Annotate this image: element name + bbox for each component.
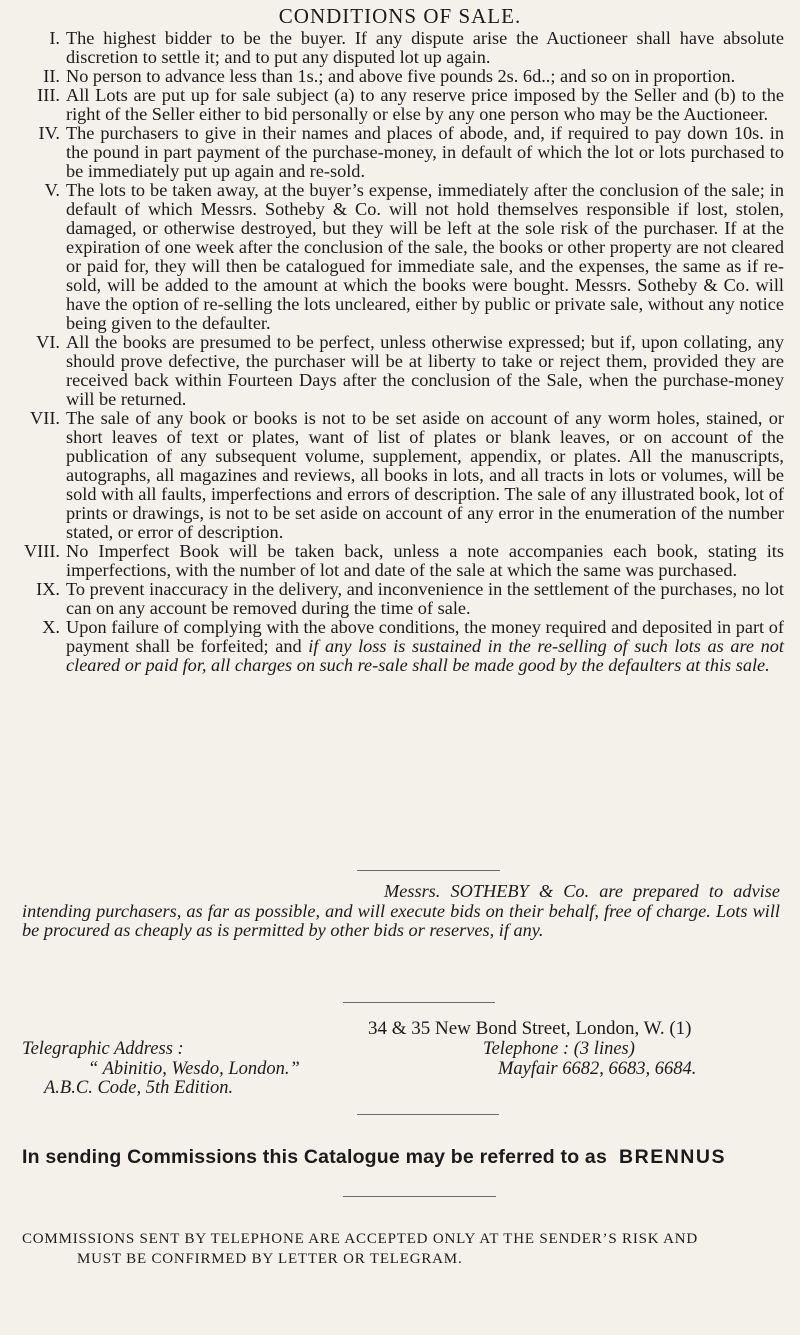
- advisory-note: Messrs. SOTHEBY & Co. are prepared to advise intending purchasers, as far as possible, and will execute bids on their behalf, free of charge. Lots will be procured as cheaply as is permitted by other bids or reserves, if any.: [22, 881, 780, 940]
- sending-text: In sending Commissions this Catalogue may be referred to as: [22, 1146, 608, 1168]
- condition-text: To prevent inaccuracy in the delivery, and inconvenience in the settlement of the purchases, no lot can on any account be removed during the time of sale.: [66, 579, 784, 618]
- condition-text: No person to advance less than 1s.; and above five pounds 2s. 6d..; and so on in proportion.: [66, 66, 736, 86]
- condition-number: X.: [42, 617, 60, 637]
- commissions-notice: [22, 1229, 782, 1269]
- condition-item: [14, 67, 784, 86]
- telegraphic-address: “ Abinitio, Wesdo, London.”: [88, 1059, 300, 1079]
- sending-commissions-line: [22, 1146, 782, 1169]
- condition-item: [14, 542, 784, 580]
- condition-number: V.: [44, 180, 60, 200]
- page-title: CONDITIONS OF SALE.: [278, 4, 522, 28]
- condition-number: II.: [43, 66, 60, 86]
- condition-item: [14, 86, 784, 124]
- commissions-notice-line-1: COMMISSIONS SENT BY TELEPHONE ARE ACCEPTED ONLY AT THE SENDER’S RISK AND: [22, 1231, 699, 1247]
- condition-item: [14, 333, 784, 409]
- condition-text-italic: if any loss is sustained in the re-selling of such lots as are not cleared or paid for, all charges on such re-sale shall be made good by the defaulters at this sale.: [66, 636, 785, 675]
- telephone-label: Telephone : (3 lines): [483, 1039, 635, 1059]
- condition-text: The lots to be taken away, at the buyer’s expense, immediately after the conclusion of the sale; in default of which Messrs. Sotheby & Co. will not hold themselves responsible if lost, stolen, damaged, or otherwise destroyed, but they will be left at the sole risk of the purchaser. If at the expiration of one week after the conclusion of the sale, the books or other property are not cleared or paid for, they will then be catalogued for immediate sale, and the expenses, the same as if re-sold, will be added to the amount at which the books were bought. Messrs. Sotheby & Co. will have the option of re-selling the lots uncleared, either by public or private sale, without any notice being given to the defaulter.: [66, 180, 784, 333]
- condition-number: VII.: [30, 408, 60, 428]
- street-address: 34 & 35 New Bond Street, London, W. (1): [368, 1018, 692, 1039]
- condition-text: The purchasers to give in their names and places of abode, and, if required to pay down 10s. in the pound in part payment of the purchase-money, in default of which the lot or lots purchased to be immediately put up again and re-sold.: [66, 123, 784, 181]
- catalogue-code-word: BRENNUS: [619, 1146, 726, 1168]
- condition-number: I.: [49, 28, 60, 48]
- divider: [343, 1002, 495, 1003]
- divider: [357, 1114, 499, 1115]
- condition-text-plain: Upon failure of complying with the above conditions, the money required and deposited in part of payment shall be forfeited; and: [66, 617, 784, 656]
- condition-item: [14, 124, 784, 181]
- condition-item: [14, 29, 784, 67]
- divider: [357, 870, 500, 871]
- condition-number: VIII.: [23, 541, 60, 561]
- conditions-list: [14, 29, 784, 675]
- condition-number: VI.: [36, 332, 60, 352]
- condition-text: The highest bidder to be the buyer. If any dispute arise the Auctioneer shall have absolute discretion to settle it; and to put any disputed lot up again.: [66, 28, 784, 67]
- commissions-notice-line-2: MUST BE CONFIRMED BY LETTER OR TELEGRAM.: [77, 1251, 463, 1267]
- abc-code: A.B.C. Code, 5th Edition.: [44, 1078, 234, 1098]
- telegraphic-label: Telegraphic Address :: [22, 1039, 184, 1059]
- condition-text: All the books are presumed to be perfect, unless otherwise expressed; but if, upon collating, any should prove defective, the purchaser will be at liberty to take or reject them, provided they are received back within Fourteen Days after the conclusion of the Sale, when the purchase-money will be returned.: [66, 332, 784, 409]
- divider: [343, 1196, 496, 1197]
- condition-number: IX.: [36, 579, 60, 599]
- condition-item: [14, 409, 784, 542]
- condition-text: All Lots are put up for sale subject (a) to any reserve price imposed by the Seller and (b) to the right of the Seller either to bid personally or else by any one person who may be the Auctioneer.: [66, 85, 784, 124]
- condition-number: IV.: [38, 123, 60, 143]
- condition-item: [14, 181, 784, 333]
- condition-text: [66, 618, 784, 675]
- condition-text: The sale of any book or books is not to be set aside on account of any worm holes, stained, or short leaves of text or plates, want of list of plates or blank leaves, or on account of the publication of any subsequent volume, supplement, appendix, or plates. All the manuscripts, autographs, all magazines and reviews, all books in lots, and all tracts in lots or volumes, will be sold with all faults, imperfections and errors of description. The sale of any illustrated book, lot of prints or drawings, is not to be set aside on account of any error in the enumeration of the number stated, or error of description.: [66, 408, 784, 542]
- condition-item: [14, 580, 784, 618]
- condition-number: III.: [37, 85, 60, 105]
- telephone-numbers: Mayfair 6682, 6683, 6684.: [498, 1059, 697, 1079]
- condition-item: [14, 618, 784, 675]
- condition-text: No Imperfect Book will be taken back, unless a note accompanies each book, stating its imperfections, with the number of lot and date of the sale at which the same was purchased.: [66, 541, 784, 580]
